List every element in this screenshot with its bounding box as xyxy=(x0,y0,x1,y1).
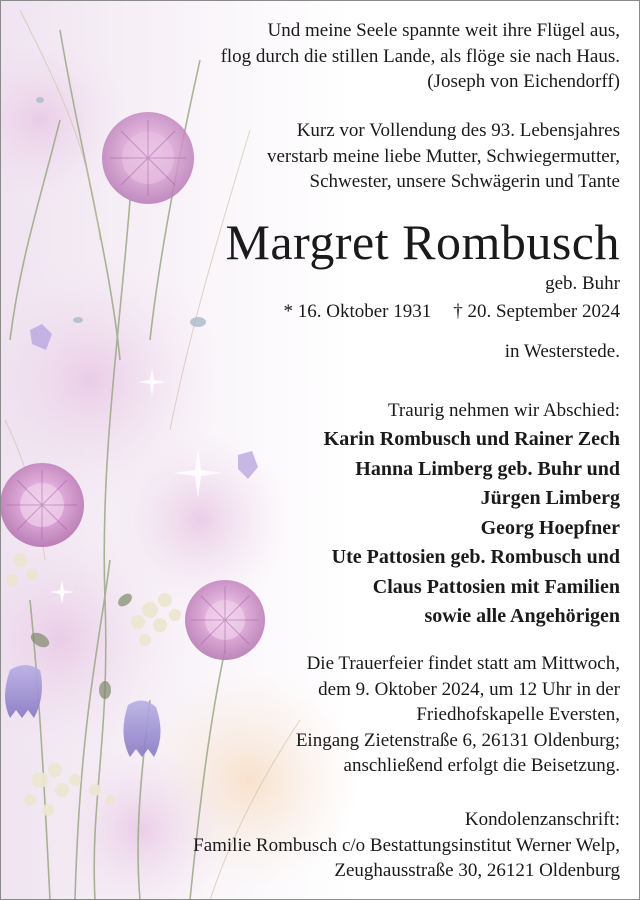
farewell-line: Traurig nehmen wir Abschied: xyxy=(387,400,620,421)
condolence-heading: Kondolenzanschrift: xyxy=(464,809,620,830)
life-dates xyxy=(283,299,620,324)
service-line: Die Trauerfeier findet statt am Mittwoch, xyxy=(306,653,620,674)
service-line: dem 9. Oktober 2024, um 12 Uhr in der xyxy=(318,678,620,700)
condolence-line: Familie Rombusch c/o Bestattungsinstitut Werner Welp, xyxy=(193,834,620,856)
intro-line: Kurz vor Vollendung des 93. Lebensjahres xyxy=(296,120,620,141)
mourner-line: Claus Pattosien mit Familien xyxy=(372,575,620,598)
maiden-name: geb. Buhr xyxy=(545,273,620,294)
funeral-service-info xyxy=(296,651,620,779)
service-line: anschließend erfolgt die Beisetzung. xyxy=(343,755,620,776)
death-announcement-text xyxy=(267,118,620,195)
mourner-line: Jürgen Limberg xyxy=(480,487,620,509)
poem-block xyxy=(221,18,620,95)
service-line: Friedhofskapelle Eversten, xyxy=(416,704,620,725)
condolence-line: Zeughausstraße 30, 26121 Oldenburg xyxy=(334,860,620,881)
birth-date: * 16. Oktober 1931 xyxy=(283,301,432,322)
intro-line: verstarb meine liebe Mutter, Schwiegermutter, xyxy=(266,145,620,167)
poem-line: flog durch die stillen Lande, als flöge sie nach Haus. xyxy=(220,45,620,67)
mourner-line: Karin Rombusch und Rainer Zech xyxy=(323,428,620,450)
intro-line: Schwester, unsere Schwägerin und Tante xyxy=(309,171,620,192)
condolence-address xyxy=(193,807,620,884)
mourner-line: Hanna Limberg geb. Buhr und xyxy=(355,457,620,480)
mourner-line: Ute Pattosien geb. Rombusch und xyxy=(331,546,620,568)
mourner-line: Georg Hoepfner xyxy=(480,516,620,539)
poem-line: Und meine Seele spannte weit ihre Flügel aus, xyxy=(267,20,620,41)
place-of-death: in Westerstede. xyxy=(504,341,620,362)
deceased-name: Margret Rombusch xyxy=(225,214,620,270)
mourners-list xyxy=(324,425,620,632)
poem-author: (Joseph von Eichendorff) xyxy=(427,71,620,92)
service-line: Eingang Zietenstraße 6, 26131 Oldenburg; xyxy=(295,729,620,751)
death-date: † 20. September 2024 xyxy=(453,301,620,322)
mourner-line: sowie alle Angehörigen xyxy=(424,605,620,627)
